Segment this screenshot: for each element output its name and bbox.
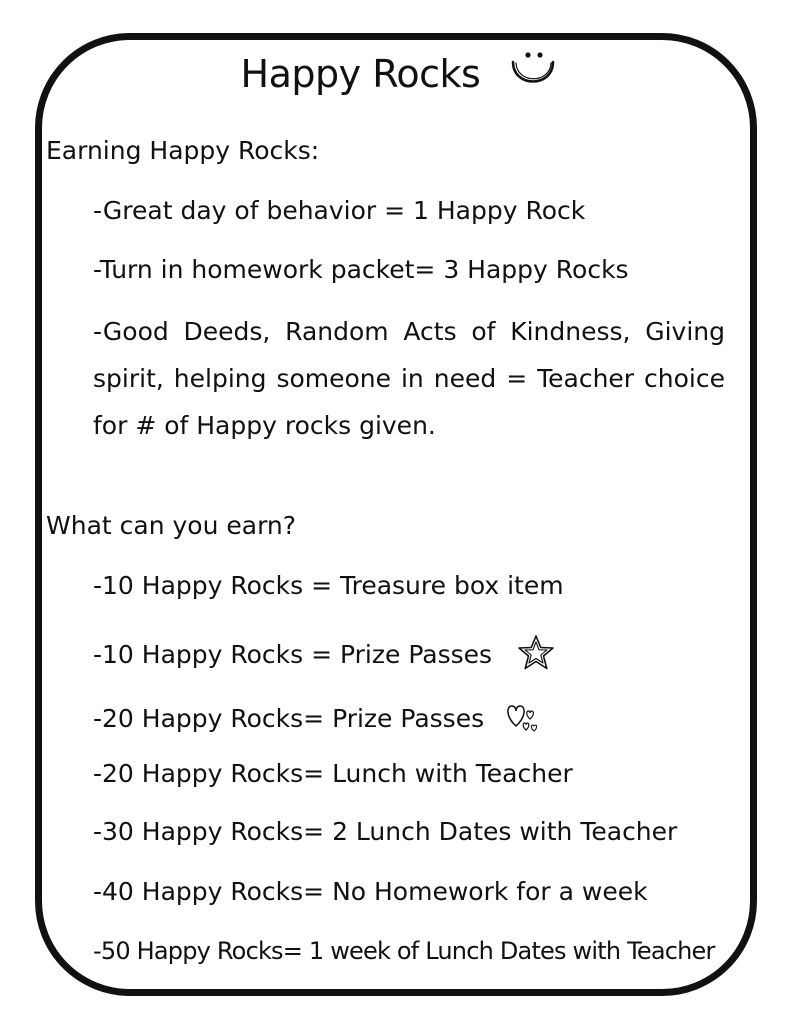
reward-item-with-star [93,634,556,678]
reward-item: -30 Happy Rocks= 2 Lunch Dates with Teacher [93,817,678,846]
earning-heading: Earning Happy Rocks: [46,136,320,165]
reward-item-with-hearts [93,700,538,740]
smiley-icon [507,48,559,100]
reward-item-label: -20 Happy Rocks= Prize Passes [93,704,485,733]
reward-item: -10 Happy Rocks = Treasure box item [93,571,564,600]
reward-item: -20 Happy Rocks= Lunch with Teacher [93,759,573,788]
earning-paragraph: -Good Deeds, Random Acts of Kindness, Giving spirit, helping someone in need = Teacher choice for # of Happy rocks given. [93,317,725,440]
page-title: Happy Rocks [240,52,481,96]
reward-item-label: -10 Happy Rocks = Prize Passes [93,640,493,669]
reward-item: -50 Happy Rocks= 1 week of Lunch Dates with Teacher [93,937,715,965]
title-row [0,48,800,100]
earning-item: -Great day of behavior = 1 Happy Rock [93,196,586,225]
star-icon [516,634,556,678]
reward-item: -40 Happy Rocks= No Homework for a week [93,877,648,906]
hearts-icon [504,700,538,740]
earning-item: -Turn in homework packet= 3 Happy Rocks [93,255,629,284]
rewards-heading: What can you earn? [46,511,297,540]
